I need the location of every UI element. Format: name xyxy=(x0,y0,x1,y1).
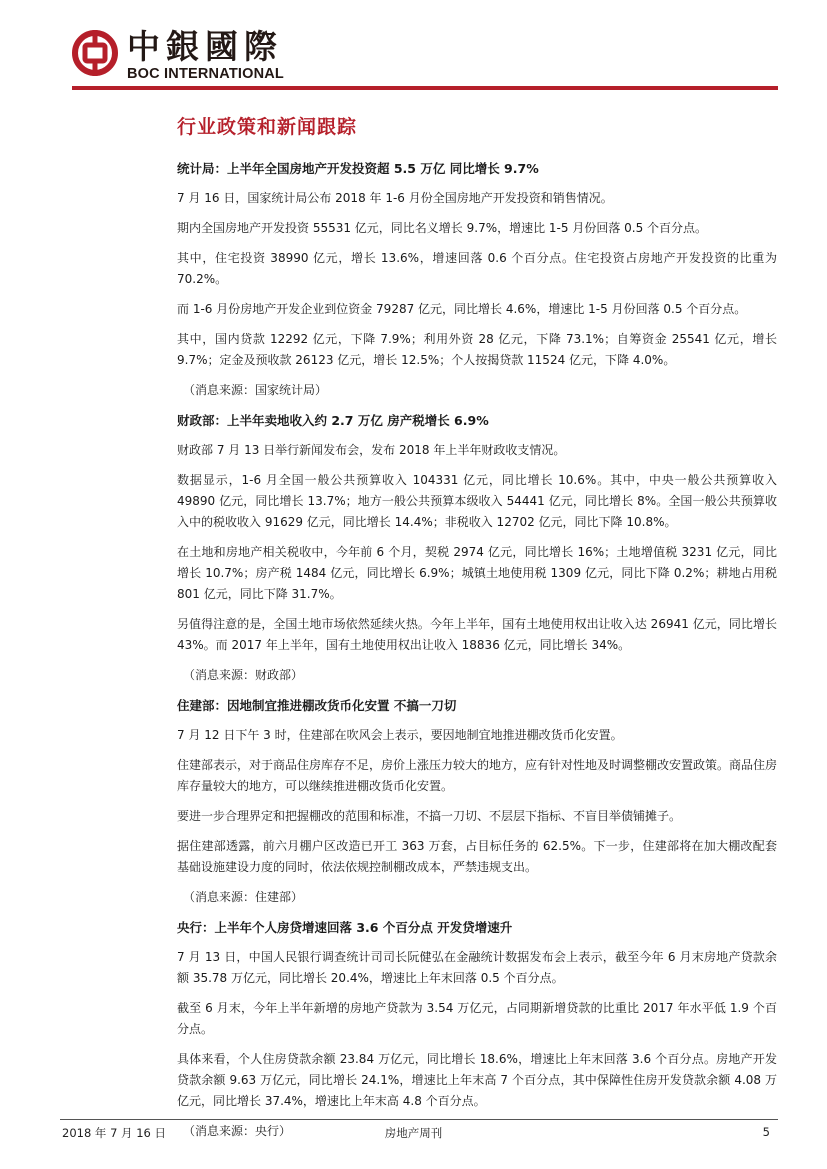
news-headline: 住建部：因地制宜推进棚改货币化安置 不搞一刀切 xyxy=(177,698,457,713)
header-divider xyxy=(72,86,778,90)
news-paragraph: 其中，国内贷款 12292 亿元，下降 7.9%；利用外资 28 亿元，下降 73.1%；自筹资金 25541 亿元，增长 9.7%；定金及预收款 26123 亿元，增长 12.5%；个人按揭贷款 11524 亿元，下降 4.0%。 xyxy=(177,332,777,367)
news-paragraph: 7 月 13 日，中国人民银行调查统计司司长阮健弘在金融统计数据发布会上表示，截至今年 6 月末房地产贷款余额 35.78 万亿元，同比增长 20.4%，增速比上年末回落 0.5 个百分点。 xyxy=(177,950,777,985)
news-paragraph: 7 月 16 日，国家统计局公布 2018 年 1-6 月份全国房地产开发投资和销售情况。 xyxy=(177,191,613,205)
news-paragraph: 而 1-6 月份房地产开发企业到位资金 79287 亿元，同比增长 4.6%，增速比 1-5 月份回落 0.5 个百分点。 xyxy=(177,302,747,316)
news-paragraph: 财政部 7 月 13 日举行新闻发布会，发布 2018 年上半年财政收支情况。 xyxy=(177,443,566,457)
page-number: 5 xyxy=(762,1125,770,1139)
footer-divider xyxy=(60,1119,778,1120)
footer-title: 房地产周刊 xyxy=(384,1126,443,1140)
news-source: （消息来源：住建部） xyxy=(183,890,304,904)
footer-date: 2018 年 7 月 16 日 xyxy=(62,1126,166,1140)
news-headline: 统计局：上半年全国房地产开发投资超 5.5 万亿 同比增长 9.7% xyxy=(177,161,539,176)
boc-logo-icon xyxy=(72,30,118,76)
news-paragraph: 截至 6 月末，今年上半年新增的房地产贷款为 3.54 万亿元，占同期新增贷款的比重比 2017 年水平低 1.9 个百分点。 xyxy=(177,1001,777,1036)
news-source: （消息来源：央行） xyxy=(183,1124,292,1138)
news-paragraph: 7 月 12 日下午 3 时，住建部在吹风会上表示，要因地制宜地推进棚改货币化安置。 xyxy=(177,728,623,742)
news-paragraph: 住建部表示，对于商品住房库存不足，房价上涨压力较大的地方，应有针对性地及时调整棚改安置政策。商品住房库存量较大的地方，可以继续推进棚改货币化安置。 xyxy=(177,758,778,793)
news-paragraph: 期内全国房地产开发投资 55531 亿元，同比名义增长 9.7%，增速比 1-5 月份回落 0.5 个百分点。 xyxy=(177,221,708,235)
section-title: 行业政策和新闻跟踪 xyxy=(177,116,358,138)
news-paragraph: 据住建部透露，前六月棚户区改造已开工 363 万套，占目标任务的 62.5%。下一步，住建部将在加大棚改配套基础设施建设力度的同时，依法依规控制棚改成本，严禁违规支出。 xyxy=(177,839,777,874)
page-header xyxy=(0,0,827,92)
news-headline: 央行：上半年个人房贷增速回落 3.6 个百分点 开发贷增速升 xyxy=(177,920,513,935)
news-paragraph: 数据显示，1-6 月全国一般公共预算收入 104331 亿元，同比增长 10.6%。其中，中央一般公共预算收入 49890 亿元，同比增长 13.7%；地方一般公共预算本级收入 54441 亿元，同比增长 8%。全国一般公共预算收入中的税收收入 91629 亿元，同比增长 14.4%；非税收入 12702 亿元，同比下降 10.8%。 xyxy=(177,473,777,529)
news-paragraph: 具体来看，个人住房贷款余额 23.84 万亿元，同比增长 18.6%，增速比上年末回落 3.6 个百分点。房地产开发贷款余额 9.63 万亿元，同比增长 24.1%，增速比上年末高 7 个百分点，其中保障性住房开发贷款余额 4.08 万亿元，同比增长 37.4%，增速比上年末高 4.8 个百分点。 xyxy=(177,1052,777,1108)
brand-name-en: BOC INTERNATIONAL xyxy=(127,66,284,82)
news-headline: 财政部：上半年卖地收入约 2.7 万亿 房产税增长 6.9% xyxy=(177,413,489,428)
brand-name-cn: 中銀國際 xyxy=(127,27,283,66)
news-source: （消息来源：财政部） xyxy=(183,668,304,682)
news-paragraph: 在土地和房地产相关税收中，今年前 6 个月，契税 2974 亿元，同比增长 16%；土地增值税 3231 亿元，同比增长 10.7%；房产税 1484 亿元，同比增长 6.9%；城镇土地使用税 1309 亿元，同比下降 0.2%；耕地占用税 801 亿元，同比下降 31.7%。 xyxy=(177,545,777,601)
news-paragraph: 另值得注意的是，全国土地市场依然延续火热。今年上半年，国有土地使用权出让收入达 26941 亿元，同比增长 43%。而 2017 年上半年，国有土地使用权出让收入 18836 亿元，同比增长 34%。 xyxy=(177,617,777,652)
news-source: （消息来源：国家统计局） xyxy=(183,383,328,397)
news-paragraph: 要进一步合理界定和把握棚改的范围和标准，不搞一刀切、不层层下指标、不盲目举债铺摊子。 xyxy=(177,809,682,823)
news-paragraph: 其中，住宅投资 38990 亿元，增长 13.6%，增速回落 0.6 个百分点。住宅投资占房地产开发投资的比重为 70.2%。 xyxy=(177,251,777,286)
news-content xyxy=(177,158,777,1151)
